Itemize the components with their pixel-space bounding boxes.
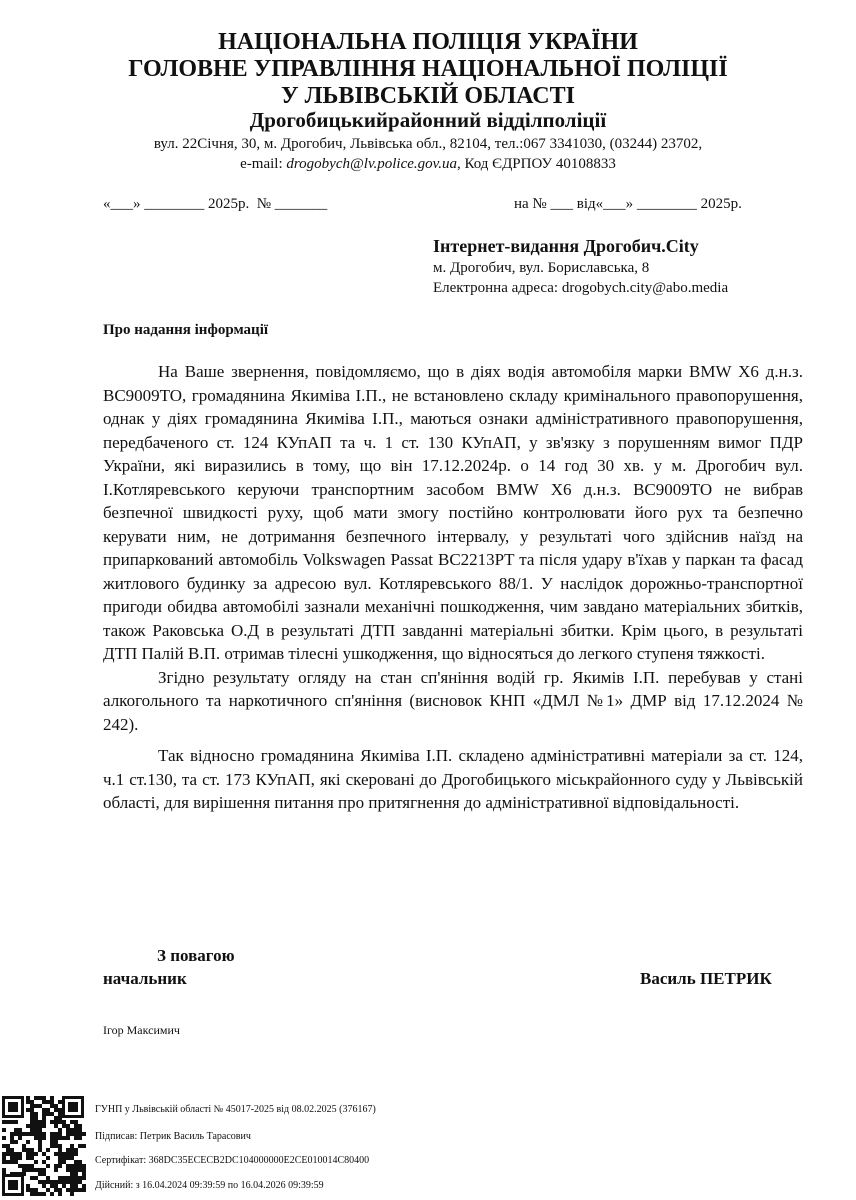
stamp-signer: Підписав: Петрик Василь Тарасович bbox=[95, 1131, 251, 1142]
signer-name: Василь ПЕТРИК bbox=[640, 969, 772, 988]
header-line-3: У ЛЬВІВСЬКІЙ ОБЛАСТІ bbox=[281, 83, 575, 109]
letter-body bbox=[103, 360, 803, 815]
incoming-reference: на № ___ від«___» ________ 2025р. bbox=[514, 196, 742, 212]
edrpou-code: , Код ЄДРПОУ 40108833 bbox=[456, 156, 616, 172]
email-label: e-mail: bbox=[240, 156, 287, 172]
outgoing-number: «___» ________ 2025р. № _______ bbox=[103, 196, 328, 212]
body-paragraph-3: Так відносно громадянина Якиміва І.П. складено адміністративні матеріали за ст. 124, ч.1 ст.130, та ст. 173 КУпАП, які скеровані до Дрогобицького міськрайонного суду у Львівській області, для вирішення питання про притягнення до адміністративної відповідальності. bbox=[103, 746, 803, 812]
signer-position: начальник bbox=[103, 969, 187, 988]
recipient-email: Електронна адреса: drogobych.city@abo.media bbox=[433, 280, 729, 296]
department-contacts bbox=[0, 154, 856, 174]
header-line-1: НАЦІОНАЛЬНА ПОЛІЦІЯ УКРАЇНИ bbox=[218, 29, 638, 55]
department-address: вул. 22Січня, 30, м. Дрогобич, Львівська обл., 82104, тел.:067 3341030, (03244) 23702, bbox=[153, 136, 703, 152]
recipient-name: Інтернет-видання Дрогобич.City bbox=[433, 236, 699, 256]
closing-regards: З повагою bbox=[157, 946, 235, 965]
executor-name: Ігор Максимич bbox=[103, 1023, 180, 1037]
stamp-validity: Дійсний: з 16.04.2024 09:39:59 по 16.04.2026 09:39:59 bbox=[95, 1180, 324, 1191]
body-paragraph-2: Згідно результату огляду на стан сп'яніння водій гр. Якимів І.П. перебував у стані алкогольного та наркотичного сп'яніння (висновок КНП «ДМЛ №1» ДМР від 17.12.2024 № 242). bbox=[103, 667, 803, 734]
stamp-registration: ГУНП у Львівській області № 45017-2025 від 08.02.2025 (376167) bbox=[95, 1104, 376, 1115]
letter-subject: Про надання інформації bbox=[103, 322, 269, 338]
body-paragraph-1: На Ваше звернення, повідомляємо, що в діях водія автомобіля марки BMW X6 д.н.з. BC9009TO, громадянина Якиміва І.П., не встановлено складу кримінального правопорушення, однак у діях громадянина Якиміва І.П., маються ознаки адміністративного правопорушення, передбаченого ст. 124 КУпАП та ч. 1 ст. 130 КУпАП, у зв'язку з порушенням вимог ПДР України, які виразились в тому, що він 17.12.2024р. о 14 год 30 хв. у м. Дрогобич вул. І.Котляревського керуючи транспортним засобом BMW X6 д.н.з. BC9009TO не вибрав безпечної швидкості руху, щоб мати змогу постійно контролювати його рух та безпечно керувати ним, не дотримання безпечного інтервалу, у результаті чого здійснив наїзд на припаркований автомобіль Volkswagen Passat BC2213PT та після удару в'їхав у паркан та фасад житлового будинку за адресою вул. Котляревського 88/1. У наслідок дорожньо-транспортної пригоди обидва автомобілі зазнали механічні пошкодження, чим завдано матеріальних збитків, також Раковська О.Д в результаті ДТП завданні матеріальні збитки. Крім цього, в результаті ДТП Палій В.П. отримав тілесні ушкодження, що відносяться до легкого ступеня тяжкості. bbox=[103, 362, 803, 663]
recipient-address: м. Дрогобич, вул. Бориславська, 8 bbox=[433, 260, 650, 276]
header-line-2: ГОЛОВНЕ УПРАВЛІННЯ НАЦІОНАЛЬНОЇ ПОЛІЦІЇ bbox=[128, 56, 728, 82]
qr-code bbox=[0, 1092, 88, 1200]
stamp-certificate: Сертифікат: 368DC35ECECB2DC104000000E2CE010014C80400 bbox=[95, 1155, 370, 1166]
department-email: drogobych@lv.police.gov.ua bbox=[286, 156, 457, 172]
department-name: Дрогобицькийрайонний відділполіції bbox=[249, 108, 607, 132]
